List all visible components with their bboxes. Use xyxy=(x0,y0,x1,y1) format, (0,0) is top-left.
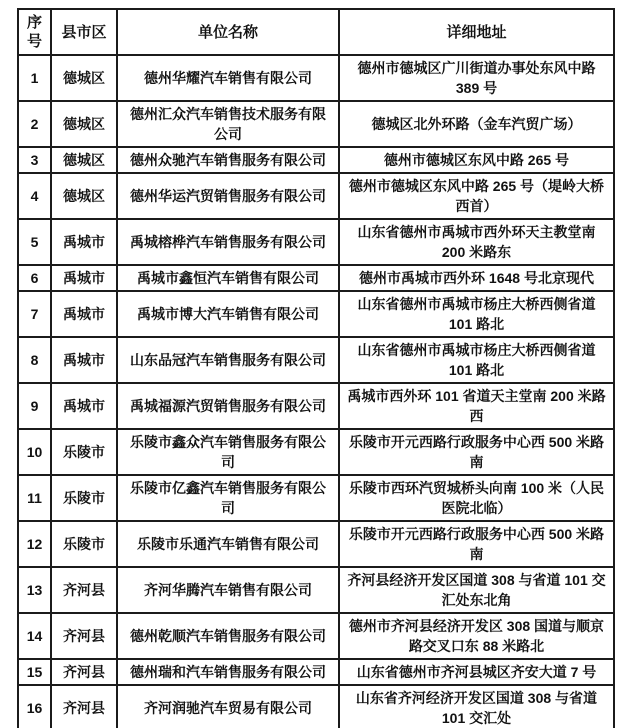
cell-district: 禹城市 xyxy=(51,337,117,383)
cell-seq: 7 xyxy=(18,291,51,337)
cell-seq: 1 xyxy=(18,55,51,101)
cell-seq: 10 xyxy=(18,429,51,475)
cell-seq: 11 xyxy=(18,475,51,521)
cell-seq: 2 xyxy=(18,101,51,147)
cell-company: 德州华耀汽车销售有限公司 xyxy=(117,55,339,101)
table-row xyxy=(18,613,614,659)
cell-company: 德州众驰汽车销售服务有限公司 xyxy=(117,147,339,173)
cell-district: 德城区 xyxy=(51,55,117,101)
table-row xyxy=(18,475,614,521)
dealer-table xyxy=(17,8,615,728)
cell-address: 德州市德城区东风中路 265 号（堤岭大桥西首） xyxy=(339,173,614,219)
cell-address: 乐陵市开元西路行政服务中心西 500 米路南 xyxy=(339,429,614,475)
table-row xyxy=(18,383,614,429)
cell-company: 德州汇众汽车销售技术服务有限公司 xyxy=(117,101,339,147)
cell-district: 禹城市 xyxy=(51,383,117,429)
cell-seq: 4 xyxy=(18,173,51,219)
cell-seq: 13 xyxy=(18,567,51,613)
cell-address: 山东省德州市禹城市西外环天主教堂南 200 米路东 xyxy=(339,219,614,265)
cell-company: 乐陵市乐通汽车销售有限公司 xyxy=(117,521,339,567)
cell-district: 齐河县 xyxy=(51,613,117,659)
cell-company: 山东品冠汽车销售服务有限公司 xyxy=(117,337,339,383)
cell-address: 山东省德州市禹城市杨庄大桥西侧省道 101 路北 xyxy=(339,337,614,383)
table-row xyxy=(18,659,614,685)
cell-company: 禹城市鑫恒汽车销售有限公司 xyxy=(117,265,339,291)
table-row xyxy=(18,101,614,147)
cell-seq: 3 xyxy=(18,147,51,173)
cell-district: 乐陵市 xyxy=(51,475,117,521)
table-row xyxy=(18,265,614,291)
cell-seq: 5 xyxy=(18,219,51,265)
table-row xyxy=(18,429,614,475)
col-header-seq: 序号 xyxy=(18,9,51,55)
cell-district: 德城区 xyxy=(51,173,117,219)
cell-district: 乐陵市 xyxy=(51,521,117,567)
cell-company: 禹城榕桦汽车销售服务有限公司 xyxy=(117,219,339,265)
cell-address: 山东省齐河经济开发区国道 308 与省道 101 交汇处 xyxy=(339,685,614,728)
table-row xyxy=(18,55,614,101)
cell-seq: 16 xyxy=(18,685,51,728)
table-row xyxy=(18,147,614,173)
cell-company: 德州华运汽贸销售服务有限公司 xyxy=(117,173,339,219)
cell-company: 德州乾顺汽车销售服务有限公司 xyxy=(117,613,339,659)
cell-address: 山东省德州市齐河县城区齐安大道 7 号 xyxy=(339,659,614,685)
cell-district: 齐河县 xyxy=(51,685,117,728)
cell-company: 齐河华腾汽车销售有限公司 xyxy=(117,567,339,613)
cell-company: 乐陵市亿鑫汽车销售服务有限公司 xyxy=(117,475,339,521)
cell-address: 齐河县经济开发区国道 308 与省道 101 交汇处东北角 xyxy=(339,567,614,613)
cell-address: 德州市禹城市西外环 1648 号北京现代 xyxy=(339,265,614,291)
cell-seq: 12 xyxy=(18,521,51,567)
table-body xyxy=(18,55,614,728)
cell-company: 禹城福源汽贸销售服务有限公司 xyxy=(117,383,339,429)
cell-seq: 8 xyxy=(18,337,51,383)
cell-seq: 14 xyxy=(18,613,51,659)
cell-district: 禹城市 xyxy=(51,219,117,265)
cell-company: 禹城市博大汽车销售有限公司 xyxy=(117,291,339,337)
cell-address: 乐陵市开元西路行政服务中心西 500 米路南 xyxy=(339,521,614,567)
cell-district: 禹城市 xyxy=(51,265,117,291)
cell-company: 乐陵市鑫众汽车销售服务有限公司 xyxy=(117,429,339,475)
cell-district: 齐河县 xyxy=(51,567,117,613)
table-row xyxy=(18,173,614,219)
table-row xyxy=(18,567,614,613)
table-row xyxy=(18,219,614,265)
cell-seq: 6 xyxy=(18,265,51,291)
cell-district: 德城区 xyxy=(51,101,117,147)
cell-address: 德州市德城区东风中路 265 号 xyxy=(339,147,614,173)
table-row xyxy=(18,685,614,728)
cell-address: 德州市齐河县经济开发区 308 国道与顺京路交叉口东 88 米路北 xyxy=(339,613,614,659)
cell-address: 乐陵市西环汽贸城桥头向南 100 米（人民医院北临） xyxy=(339,475,614,521)
cell-district: 乐陵市 xyxy=(51,429,117,475)
col-header-company: 单位名称 xyxy=(117,9,339,55)
cell-district: 齐河县 xyxy=(51,659,117,685)
cell-seq: 15 xyxy=(18,659,51,685)
col-header-district: 县市区 xyxy=(51,9,117,55)
cell-address: 禹城市西外环 101 省道天主堂南 200 米路西 xyxy=(339,383,614,429)
cell-company: 齐河润驰汽车贸易有限公司 xyxy=(117,685,339,728)
cell-district: 禹城市 xyxy=(51,291,117,337)
cell-seq: 9 xyxy=(18,383,51,429)
col-header-address: 详细地址 xyxy=(339,9,614,55)
cell-address: 山东省德州市禹城市杨庄大桥西侧省道 101 路北 xyxy=(339,291,614,337)
cell-address: 德城区北外环路（金车汽贸广场） xyxy=(339,101,614,147)
table-row xyxy=(18,337,614,383)
table-header-row xyxy=(18,9,614,55)
table-row xyxy=(18,521,614,567)
cell-address: 德州市德城区广川街道办事处东风中路 389 号 xyxy=(339,55,614,101)
cell-district: 德城区 xyxy=(51,147,117,173)
cell-company: 德州瑞和汽车销售服务有限公司 xyxy=(117,659,339,685)
table-row xyxy=(18,291,614,337)
